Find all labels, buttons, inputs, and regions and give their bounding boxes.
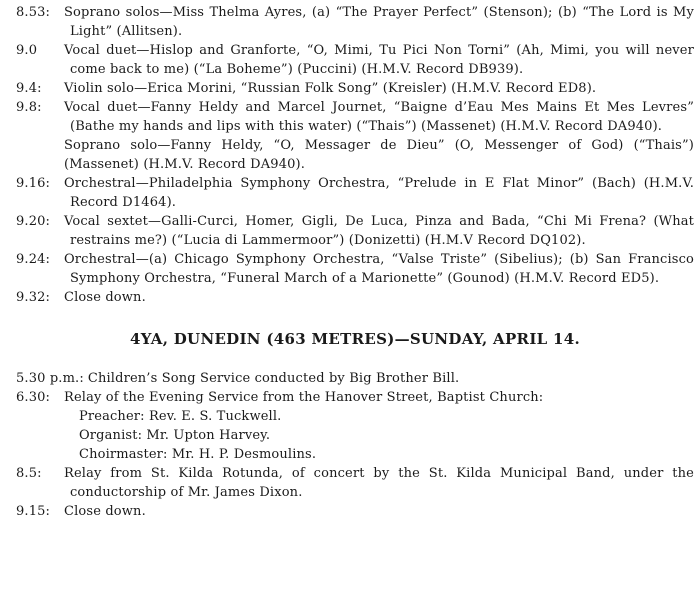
programme-entry <box>16 250 694 288</box>
entry-text: Close down. <box>64 290 146 305</box>
entry-time: 5.30 p.m.: <box>16 371 84 386</box>
programme-entry <box>16 369 694 388</box>
entry-text: Orchestral—(a) Chicago Symphony Orchestra, “Valse Triste” (Sibelius); (b) San Francisco Symphony Orchestra, “Funeral March of a Marionette” (Gounod) (H.M.V. Record ED5). <box>64 252 694 286</box>
programme-entry <box>16 212 694 250</box>
organist-line: Organist: Mr. Upton Harvey. <box>79 428 271 443</box>
entry-time: 9.4: <box>16 81 42 96</box>
entry-time: 9.20: <box>16 214 51 229</box>
programme-entry <box>16 388 694 407</box>
entry-time: 9.32: <box>16 290 51 305</box>
entry-text: Relay from St. Kilda Rotunda, of concert by the St. Kilda Municipal Band, under the conductorship of Mr. James Dixon. <box>64 466 694 500</box>
station-heading: 4YA, DUNEDIN (463 METRES)—SUNDAY, APRIL 14. <box>129 330 581 348</box>
programme-entry <box>16 174 694 212</box>
programme-entry <box>16 288 694 307</box>
preacher-line: Preacher: Rev. E. S. Tuckwell. <box>79 409 282 424</box>
entry-text: Vocal duet—Fanny Heldy and Marcel Journet, “Baigne d’Eau Mes Mains Et Mes Levres” (Bathe my hands and lips with this water) (“Thais”) (Massenet) (H.M.V. Record DA940). <box>64 100 694 134</box>
entry-text: Orchestral—Philadelphia Symphony Orchestra, “Prelude in E Flat Minor” (Bach) (H.M.V. Record D1464). <box>64 176 694 210</box>
entry-text: Violin solo—Erica Morini, “Russian Folk Song” (Kreisler) (H.M.V. Record ED8). <box>64 81 597 96</box>
entry-text: Children’s Song Service conducted by Big Brother Bill. <box>87 371 460 386</box>
programme-entry <box>16 79 694 98</box>
entry-time: 8.53: <box>16 5 51 20</box>
entry-time: 8.5: <box>16 466 42 481</box>
entry-text: Vocal sextet—Galli-Curci, Homer, Gigli, De Luca, Pinza and Bada, “Chi Mi Frena? (What restrains me?) (“Lucia di Lammermoor”) (Donizetti) (H.M.V Record DQ102). <box>64 214 694 248</box>
entry-text: Soprano solos—Miss Thelma Ayres, (a) “The Prayer Perfect” (Stenson); (b) “The Lord is My Light” (Allitsen). <box>64 5 694 39</box>
entry-text: Relay of the Evening Service from the Hanover Street, Baptist Church: <box>64 390 544 405</box>
entry-time: 9.8: <box>16 100 42 115</box>
programme-entry <box>16 98 694 136</box>
choirmaster-line: Choirmaster: Mr. H. P. Desmoulins. <box>79 447 317 462</box>
programme-entry <box>16 41 694 79</box>
entry-time: 9.24: <box>16 252 51 267</box>
entry-text: Vocal duet—Hislop and Granforte, “O, Mimi, Tu Pici Non Torni” (Ah, Mimi, you will never come back to me) (“La Boheme”) (Puccini) (H.M.V. Record DB939). <box>64 43 694 77</box>
programme-entry <box>16 3 694 41</box>
programme-sub-entry <box>64 136 694 174</box>
entry-text: Close down. <box>64 504 146 519</box>
programme-entry <box>16 502 694 521</box>
entry-time: 9.15: <box>16 504 51 519</box>
entry-time: 9.0 <box>16 43 38 58</box>
entry-time: 6.30: <box>16 390 51 405</box>
programme-entry <box>16 464 694 502</box>
sub-entry-text: Soprano solo—Fanny Heldy, “O, Messager de Dieu” (O, Messenger of God) (“Thais”) (Massenet) (H.M.V. Record DA940). <box>64 138 694 172</box>
entry-time: 9.16: <box>16 176 51 191</box>
